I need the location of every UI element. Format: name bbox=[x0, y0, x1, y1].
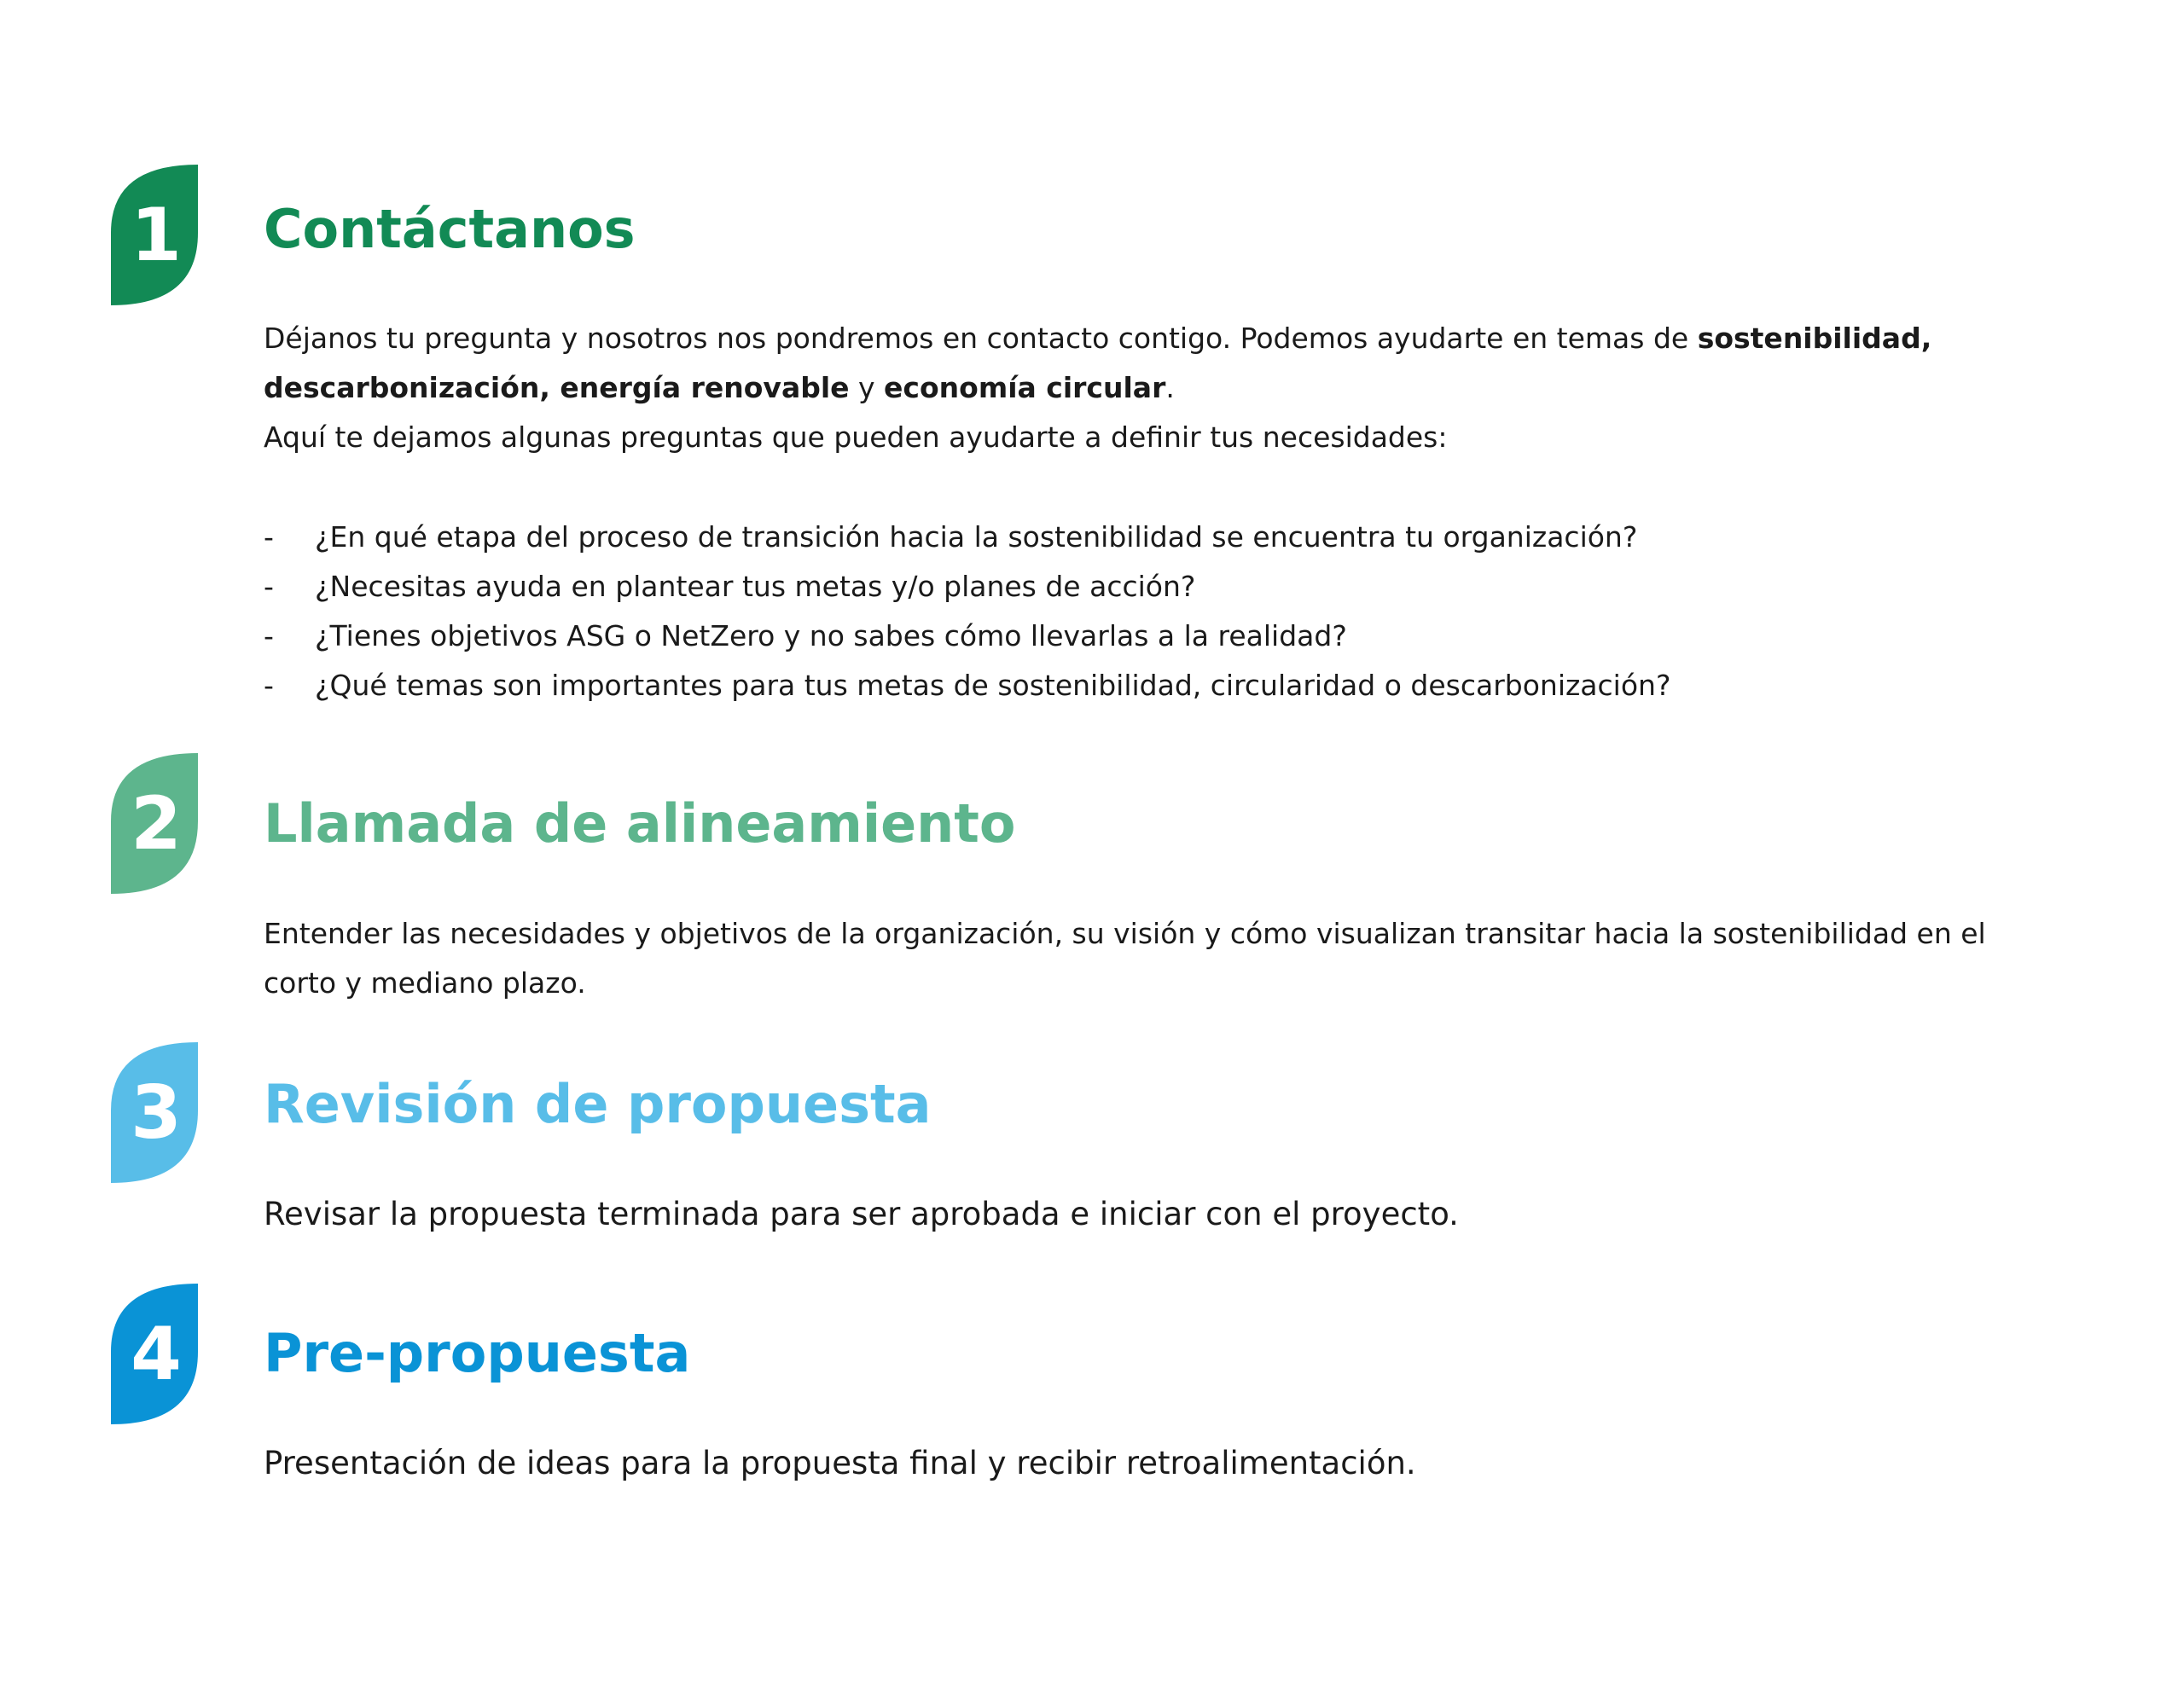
intro-questions-lead: Aquí te dejamos algunas preguntas que pueden ayudarte a definir tus necesidades: bbox=[264, 420, 1448, 454]
bullet-dash: - bbox=[264, 619, 274, 652]
list-item: - ¿Qué temas son importantes para tus metas de sostenibilidad, circularidad o descarbonización? bbox=[264, 661, 2064, 710]
step-description: Revisar la propuesta terminada para ser aprobada e iniciar con el proyecto. bbox=[264, 1196, 1459, 1232]
step-number-badge bbox=[111, 165, 198, 305]
list-item: - ¿Necesitas ayuda en plantear tus metas y/o planes de acción? bbox=[264, 562, 2064, 612]
step-number: 2 bbox=[131, 780, 182, 867]
step-description: Entender las necesidades y objetivos de la organización, su visión y cómo visualizan transitar hacia la sostenibilidad en el corto y mediano plazo. bbox=[264, 917, 1986, 1000]
step-description: Presentación de ideas para la propuesta final y recibir retroalimentación. bbox=[264, 1445, 1416, 1481]
step-title: Llamada de alineamiento bbox=[264, 792, 1016, 855]
intro-paragraph: Déjanos tu pregunta y nosotros nos pondremos en contacto contigo. Podemos ayudarte en temas de sostenibilidad, descarbonización, energía renovable y economía circular. bbox=[264, 322, 1932, 404]
intro-bold-topics: sostenibilidad, descarbonización, energía renovable bbox=[264, 322, 1932, 404]
list-item: - ¿Tienes objetivos ASG o NetZero y no sabes cómo llevarlas a la realidad? bbox=[264, 612, 2064, 661]
step-number: 3 bbox=[131, 1070, 182, 1156]
step-intro bbox=[264, 314, 2064, 462]
questions-list bbox=[264, 513, 2064, 710]
bullet-dash: - bbox=[264, 669, 274, 702]
intro-bold-circular: economía circular bbox=[884, 371, 1166, 404]
step-title: Contáctanos bbox=[264, 198, 636, 260]
step-number: 1 bbox=[131, 192, 182, 278]
bullet-dash: - bbox=[264, 520, 274, 554]
step-title: Pre-propuesta bbox=[264, 1322, 691, 1384]
step-number-badge bbox=[111, 1284, 198, 1424]
step-number-badge bbox=[111, 1042, 198, 1183]
list-item: - ¿En qué etapa del proceso de transición hacia la sostenibilidad se encuentra tu organización? bbox=[264, 513, 2064, 562]
bullet-dash: - bbox=[264, 570, 274, 603]
step-title: Revisión de propuesta bbox=[264, 1073, 932, 1135]
step-number-badge bbox=[111, 753, 198, 894]
step-number: 4 bbox=[131, 1311, 182, 1397]
